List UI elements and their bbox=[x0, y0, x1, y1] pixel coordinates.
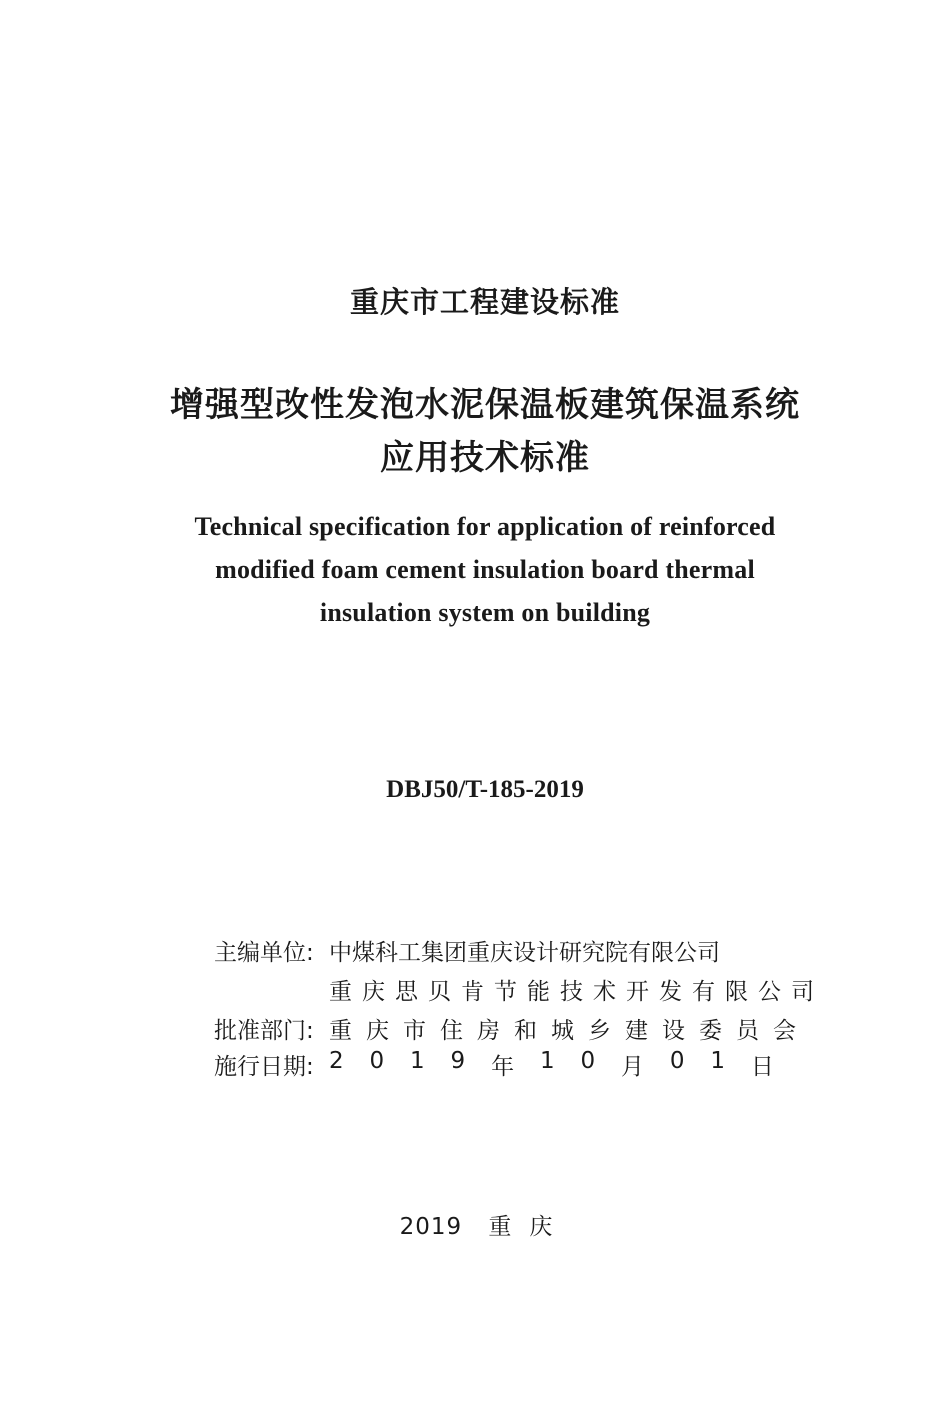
date-char: 0 bbox=[580, 1048, 596, 1074]
editor-row bbox=[214, 934, 774, 967]
date-label: 施行日期: bbox=[214, 1054, 314, 1080]
effective-date bbox=[329, 1048, 774, 1081]
english-title-line-2: modified foam cement insulation board thermal bbox=[215, 555, 755, 584]
chinese-title-line-1: 增强型改性发泡水泥保温板建筑保温系统 bbox=[170, 385, 800, 425]
date-char: 1 bbox=[710, 1048, 725, 1074]
standard-code: DBJ50/T-185-2019 bbox=[386, 776, 584, 803]
series-title: 重庆市工程建设标准 bbox=[349, 285, 620, 319]
date-char: 1 bbox=[410, 1048, 425, 1074]
english-title-line-3: insulation system on building bbox=[319, 598, 651, 627]
date-char: 0 bbox=[669, 1048, 685, 1074]
date-char: 9 bbox=[450, 1048, 466, 1074]
editor-label-spacer bbox=[214, 973, 329, 1006]
date-char: 年 bbox=[491, 1054, 515, 1080]
editor-row-2 bbox=[214, 973, 824, 1006]
footer-city: 重庆 bbox=[488, 1214, 571, 1240]
approver-label: 批准部门: bbox=[214, 1018, 314, 1044]
date-row bbox=[214, 1048, 774, 1081]
editor-2: 重庆思贝肯节能技术开发有限公司 bbox=[329, 979, 824, 1005]
chinese-title-line-2: 应用技术标准 bbox=[380, 438, 590, 478]
date-char: 2 bbox=[329, 1048, 344, 1074]
footer-year: 2019 bbox=[399, 1214, 463, 1240]
date-char: 1 bbox=[539, 1048, 555, 1074]
date-char: 月 bbox=[620, 1054, 644, 1080]
date-char: 0 bbox=[369, 1048, 385, 1074]
english-title-line-1: Technical specification for application of reinforced bbox=[194, 512, 776, 541]
editor-1: 中煤科工集团重庆设计研究院有限公司 bbox=[329, 940, 720, 966]
approver: 重庆市住房和城乡建设委员会 bbox=[329, 1018, 810, 1044]
date-char: 日 bbox=[750, 1054, 774, 1080]
approver-row bbox=[214, 1012, 810, 1045]
publication-footer bbox=[0, 1208, 950, 1241]
editor-label: 主编单位: bbox=[214, 940, 314, 966]
